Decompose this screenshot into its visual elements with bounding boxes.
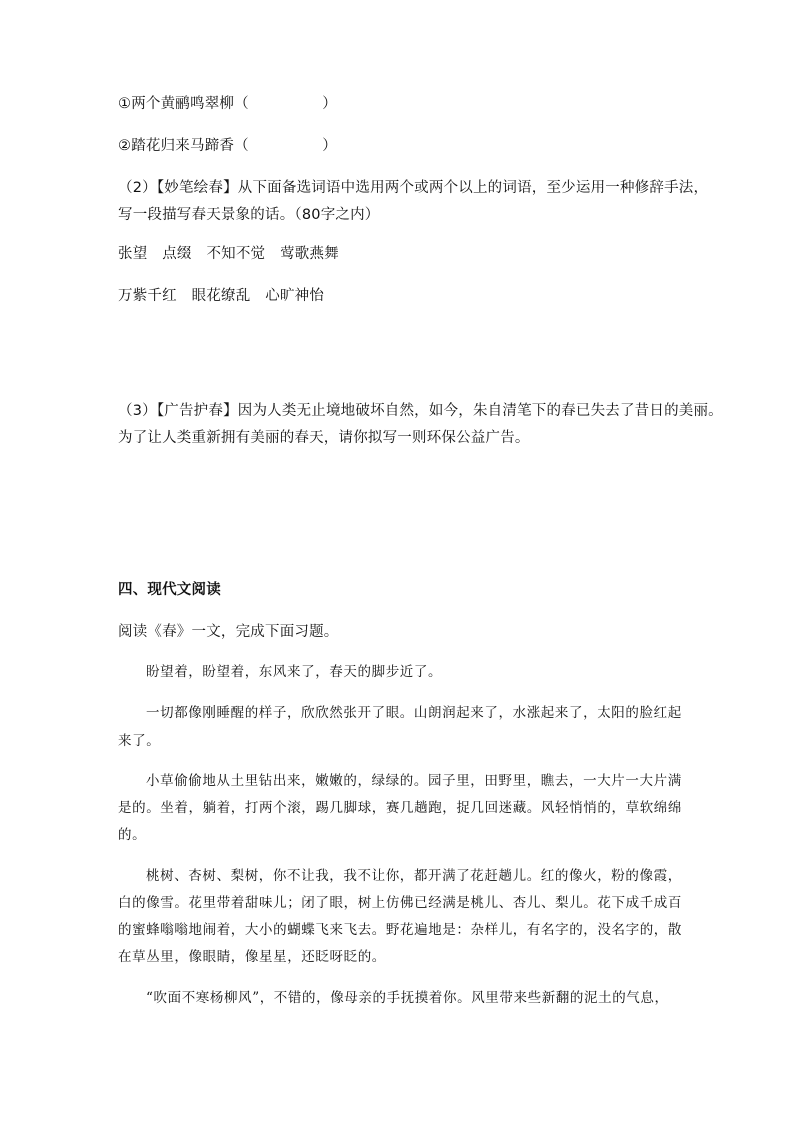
passage-line: 白的像雪。花里带着甜味儿；闭了眼，树上仿佛已经满是桃儿、杏儿、梨儿。花下成千成百 — [118, 895, 682, 911]
section-instruction: 阅读《春》一文，完成下面习题。 — [118, 624, 339, 640]
word-option: 心旷神怡 — [265, 288, 325, 304]
word-option: 张望 — [118, 246, 148, 262]
passage-line: 在草丛里，像眼睛，像星星，还眨呀眨的。 — [118, 949, 386, 965]
q2-prompt-line-2: 写一段描写春天景象的话。（80字之内） — [118, 207, 380, 223]
passage-line: 小草偷偷地从土里钻出来，嫩嫩的，绿绿的。园子里，田野里，瞧去，一大片一大片满 — [146, 773, 682, 789]
word-option: 眼花缭乱 — [191, 288, 251, 304]
word-option: 不知不觉 — [206, 246, 266, 262]
passage-line: “吹面不寒杨柳风”，不错的，像母亲的手抚摸着你。风里带来些新翻的泥土的气息， — [146, 990, 669, 1006]
passage-line: 盼望着，盼望着，东风来了，春天的脚步近了。 — [146, 664, 443, 680]
q2-word-bank-row-1 — [118, 244, 339, 264]
word-option: 莺歌燕舞 — [280, 246, 339, 262]
passage-line: 的。 — [118, 827, 147, 843]
passage-line: 来了。 — [118, 733, 161, 749]
q3-prompt-line-1: （3）【广告护春】因为人类无止境地破坏自然，如今，朱自清笔下的春已失去了昔日的美丽。 — [118, 403, 723, 419]
passage-line: 的蜜蜂嗡嗡地闹着，大小的蝴蝶飞来飞去。野花遍地是：杂样儿，有名字的，没名字的，散 — [118, 922, 682, 938]
passage-line: 一切都像刚睡醒的样子，欣欣然张开了眼。山朗润起来了，水涨起来了，太阳的脸红起 — [146, 705, 682, 721]
passage-line: 桃树、杏树、梨树，你不让我，我不让你，都开满了花赶趟儿。红的像火，粉的像霞， — [146, 868, 682, 884]
word-option: 万紫千红 — [118, 288, 177, 304]
passage-line: 是的。坐着，躺着，打两个滚，踢几脚球，赛几趟跑，捉几回迷藏。风轻悄悄的，草软绵绵 — [118, 800, 682, 816]
q2-prompt-line-1: （2）【妙笔绘春】从下面备选词语中选用两个或两个以上的词语，至少运用一种修辞手法， — [118, 180, 709, 196]
q1-item-2: ②踏花归来马蹄香（ ） — [118, 138, 337, 154]
q1-item-1: ①两个黄鹂鸣翠柳（ ） — [118, 96, 337, 112]
section-heading: 四、现代文阅读 — [118, 582, 221, 598]
q3-prompt-line-2: 为了让人类重新拥有美丽的春天，请你拟写一则环保公益广告。 — [118, 430, 530, 446]
q2-word-bank-row-2 — [118, 286, 324, 306]
word-option: 点缀 — [162, 246, 192, 262]
